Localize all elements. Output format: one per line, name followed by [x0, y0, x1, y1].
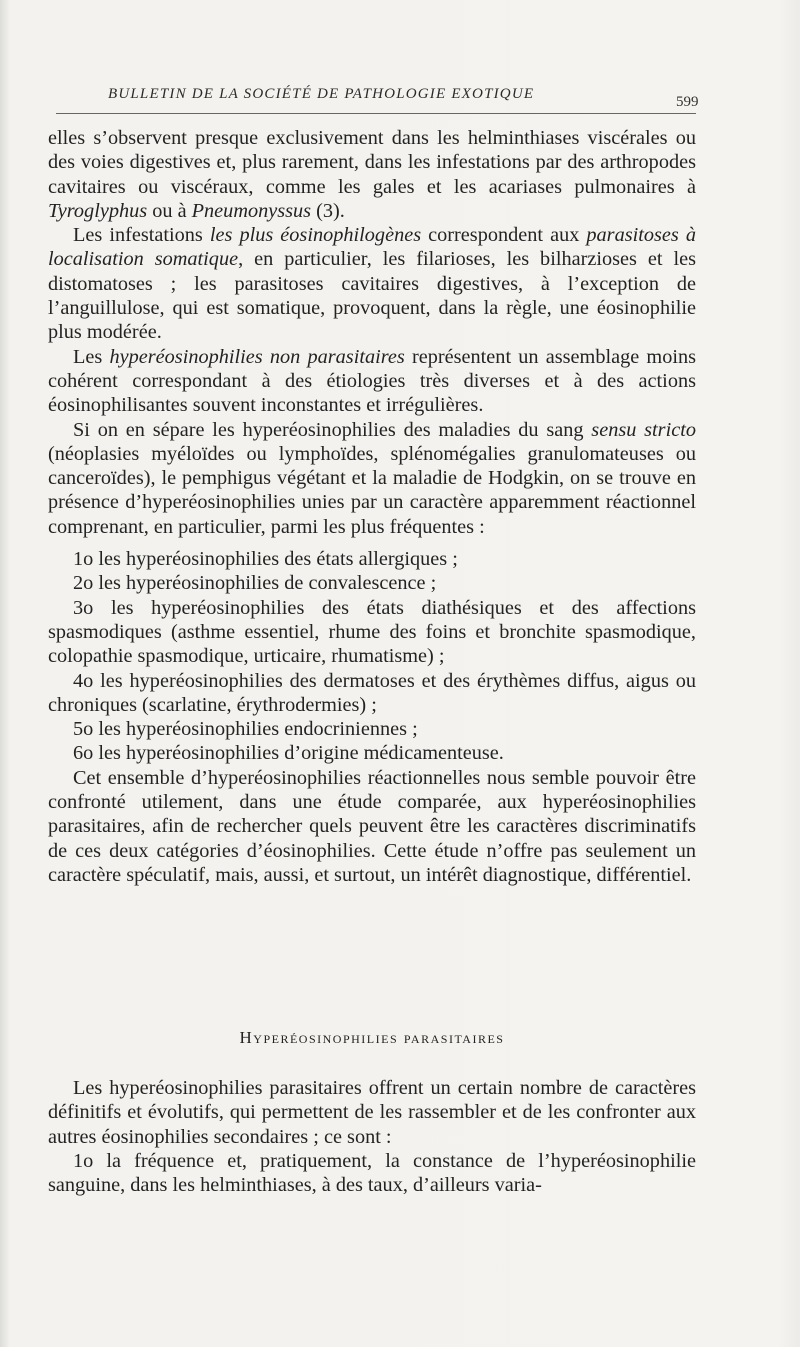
- paragraph: [48, 126, 696, 223]
- paragraph: 1o la fréquence et, pratiquement, la constance de l’hyperéosinophilie sanguine, dans les helminthiases, à des taux, d’ailleurs varia-: [48, 1149, 696, 1197]
- paragraph: [48, 345, 696, 418]
- text-span: correspondent aux: [421, 224, 587, 247]
- list-item: 5o les hyperéosinophilies endocriniennes ;: [73, 718, 418, 741]
- italic-term: parasitoses à localisation somatique: [48, 224, 696, 271]
- section-heading: Hyperéosinophilies parasitaires: [239, 1028, 505, 1047]
- text-span: Si on en sépare les hyperéosinophilies des maladies du sang: [73, 418, 592, 441]
- page-number: 599: [676, 94, 699, 110]
- text-span: Les infestations: [73, 224, 210, 247]
- text-span: , en particulier, les filarioses, les bilharzioses et les distomatoses ; les parasitoses cavitaires digestives, à l’exception de l’anguillulose, qui est somatique, provoquent, dans la règle, une éosinophilie plus modérée.: [48, 248, 696, 344]
- text-span: ou à: [147, 199, 192, 222]
- text-span: (3).: [311, 199, 345, 222]
- running-header: BULLETIN DE LA SOCIÉTÉ DE PATHOLOGIE EXOTIQUE: [108, 86, 535, 102]
- italic-term: sensu stricto: [591, 418, 696, 441]
- paragraph: [48, 418, 696, 539]
- list-item: 2o les hyperéosinophilies de convalescence ;: [73, 572, 437, 595]
- italic-term: Pneumonyssus: [191, 199, 312, 222]
- text-span: (néoplasies myéloïdes ou lymphoïdes, splénomégalies granulomateuses ou canceroïdes), le pemphigus végétant et la maladie de Hodgkin, on se trouve en présence d’hyperéosinophilies unies par un caractère apparemment réactionnel comprenant, en particulier, parmi les plus fréquentes :: [48, 442, 696, 538]
- list-item: 3o les hyperéosinophilies des états diathésiques et des affections spasmodiques (asthme essentiel, rhume des foins et bronchite spasmodique, colopathie spasmodique, urticaire, rhumatisme) ;: [48, 596, 696, 668]
- italic-term: hyperéosinophilies non parasitaires: [109, 345, 405, 368]
- italic-term: Tyroglyphus: [48, 199, 148, 222]
- header-rule: [56, 113, 696, 114]
- list-item: 4o les hyperéosinophilies des dermatoses et des érythèmes diffus, aigus ou chroniques (scarlatine, érythrodermies) ;: [48, 669, 696, 716]
- paragraph: [48, 223, 696, 344]
- paragraph: Cet ensemble d’hyperéosinophilies réactionnelles nous semble pouvoir être confronté utilement, dans une étude comparée, aux hyperéosinophilies parasitaires, afin de rechercher quels peuvent être les caractères discriminatifs de ces deux catégories d’éosinophilies. Cette étude n’offre pas seulement un caractère spéculatif, mais, aussi, et surtout, un intérêt diagnostique, différentiel.: [48, 766, 696, 886]
- italic-term: les plus éosinophilogènes: [209, 224, 422, 247]
- body-text: [48, 126, 696, 887]
- paragraph: Les hyperéosinophilies parasitaires offrent un certain nombre de caractères définitifs et évolutifs, qui permettent de les rassembler et de les confronter aux autres éosinophilies secondaires ; ce sont :: [48, 1077, 696, 1148]
- list-item: 6o les hyperéosinophilies d’origine médicamenteuse.: [73, 742, 504, 765]
- text-span: elles s’observent presque exclusivement dans les helminthiases viscérales ou des voies digestives et, plus rarement, dans les infestations par des arthropodes cavitaires ou viscéraux, comme les gales et les acariases pulmonaires à: [48, 127, 696, 198]
- list-item: 1o les hyperéosinophilies des états allergiques ;: [73, 548, 458, 571]
- text-span: Les: [73, 345, 110, 368]
- section-body-text: [48, 1076, 696, 1197]
- text-span: représentent un assemblage moins cohérent correspondant à des étiologies très diverses et à des actions éosinophilisantes souvent inconstantes et irrégulières.: [48, 345, 697, 417]
